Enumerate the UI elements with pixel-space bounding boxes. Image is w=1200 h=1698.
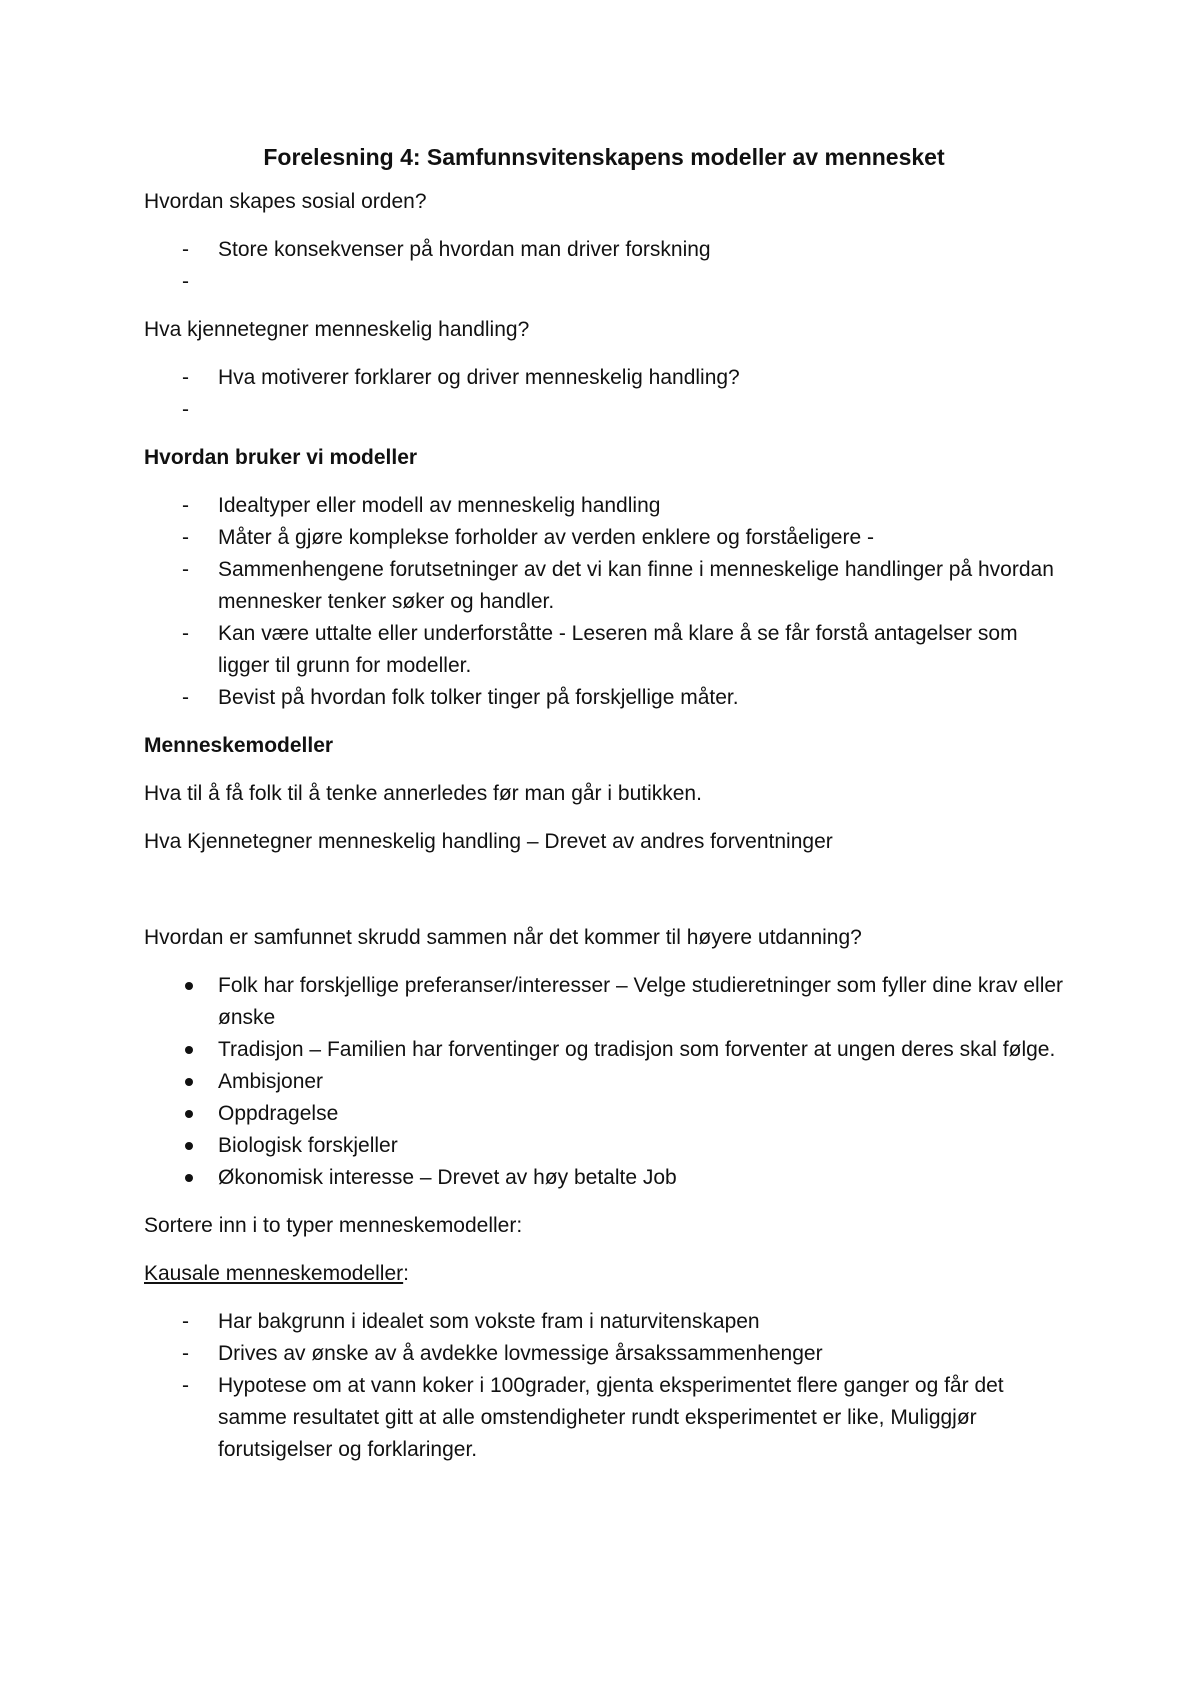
question-social-order: Hvordan skapes sosial orden? (144, 190, 427, 213)
dash-marker: - (182, 1374, 189, 1397)
list-item (144, 1338, 1064, 1370)
bullet-icon (185, 1142, 193, 1150)
kausale-list (144, 1306, 1064, 1466)
list-item (144, 490, 1064, 522)
dash-marker: - (182, 622, 189, 645)
dash-marker: - (182, 686, 189, 709)
list-item (144, 1306, 1064, 1338)
bullet-icon (185, 1174, 193, 1182)
dash-marker: - (182, 558, 189, 581)
list-item-text: Kan være uttalte eller underforståtte - Leseren må klare å se får forstå antagelser som ligger til grunn for modeller. (218, 622, 1018, 677)
education-bullet-list (144, 970, 1064, 1194)
list-item (144, 1162, 1064, 1194)
human-action-list (144, 362, 1064, 426)
heading-kausale-colon: : (403, 1262, 409, 1285)
heading-menneskemodeller: Menneskemodeller (144, 734, 334, 757)
list-item-text: Måter å gjøre komplekse forholder av verden enklere og forståeligere - (218, 526, 874, 549)
page-title: Forelesning 4: Samfunnsvitenskapens modeller av mennesket (263, 144, 945, 170)
list-item (144, 234, 1064, 266)
list-item (144, 394, 1064, 426)
list-item-text: Tradisjon – Familien har forventinger og tradisjon som forventer at ungen deres skal følge. (218, 1038, 1056, 1061)
dash-marker: - (182, 238, 189, 261)
list-item (144, 522, 1064, 554)
list-item-text: Drives av ønske av å avdekke lovmessige årsakssammenhenger (218, 1342, 823, 1365)
bullet-icon (185, 1046, 193, 1054)
bullet-icon (185, 1110, 193, 1118)
bullet-icon (185, 982, 193, 990)
list-item-text: Sammenhengene forutsetninger av det vi kan finne i menneskelige handlinger på hvordan mennesker tenker søker og handler. (218, 558, 1054, 613)
paragraph-sortere: Sortere inn i to typer menneskemodeller: (144, 1214, 523, 1237)
heading-using-models: Hvordan bruker vi modeller (144, 446, 418, 469)
dash-marker: - (182, 398, 189, 421)
paragraph-butikk: Hva til å få folk til å tenke annerledes før man går i butikken. (144, 782, 702, 805)
list-item (144, 1130, 1064, 1162)
list-item (144, 970, 1064, 1034)
list-item (144, 618, 1064, 682)
list-item-text: Idealtyper eller modell av menneskelig handling (218, 494, 661, 517)
using-models-list (144, 490, 1064, 714)
dash-marker: - (182, 270, 189, 293)
list-item (144, 1066, 1064, 1098)
dash-marker: - (182, 526, 189, 549)
list-item-text: Ambisjoner (218, 1070, 324, 1093)
heading-kausale-wrapper (144, 1258, 1064, 1290)
question-higher-education: Hvordan er samfunnet skrudd sammen når det kommer til høyere utdanning? (144, 926, 862, 949)
dash-marker: - (182, 494, 189, 517)
list-item (144, 554, 1064, 618)
list-item (144, 266, 1064, 298)
heading-kausale: Kausale menneskemodeller (144, 1262, 404, 1285)
social-order-list (144, 234, 1064, 298)
paragraph-kjennetegner: Hva Kjennetegner menneskelig handling – Drevet av andres forventninger (144, 830, 833, 853)
list-item-text: Oppdragelse (218, 1102, 339, 1125)
list-item-text: Store konsekvenser på hvordan man driver forskning (218, 238, 711, 261)
list-item-text: Hypotese om at vann koker i 100grader, gjenta eksperimentet flere ganger og får det samme resultatet gitt at alle omstendigheter rundt eksperimentet er like, Muliggjør forutsigelser og forklaringer. (218, 1374, 1004, 1461)
list-item-text: Folk har forskjellige preferanser/interesser – Velge studieretninger som fyller dine krav eller ønske (218, 974, 1064, 1029)
dash-marker: - (182, 1342, 189, 1365)
list-item-text: Har bakgrunn i idealet som vokste fram i naturvitenskapen (218, 1310, 760, 1333)
dash-marker: - (182, 1310, 189, 1333)
list-item (144, 682, 1064, 714)
list-item-text: Biologisk forskjeller (218, 1134, 398, 1157)
blank-space (144, 874, 1064, 922)
list-item (144, 1034, 1064, 1066)
list-item-text: Økonomisk interesse – Drevet av høy betalte Job (218, 1166, 677, 1189)
list-item-text: Hva motiverer forklarer og driver menneskelig handling? (218, 366, 740, 389)
list-item (144, 1098, 1064, 1130)
dash-marker: - (182, 366, 189, 389)
document-page (144, 140, 1064, 1482)
bullet-icon (185, 1078, 193, 1086)
list-item (144, 1370, 1064, 1466)
question-human-action: Hva kjennetegner menneskelig handling? (144, 318, 530, 341)
list-item (144, 362, 1064, 394)
list-item-text: Bevist på hvordan folk tolker tinger på forskjellige måter. (218, 686, 739, 709)
